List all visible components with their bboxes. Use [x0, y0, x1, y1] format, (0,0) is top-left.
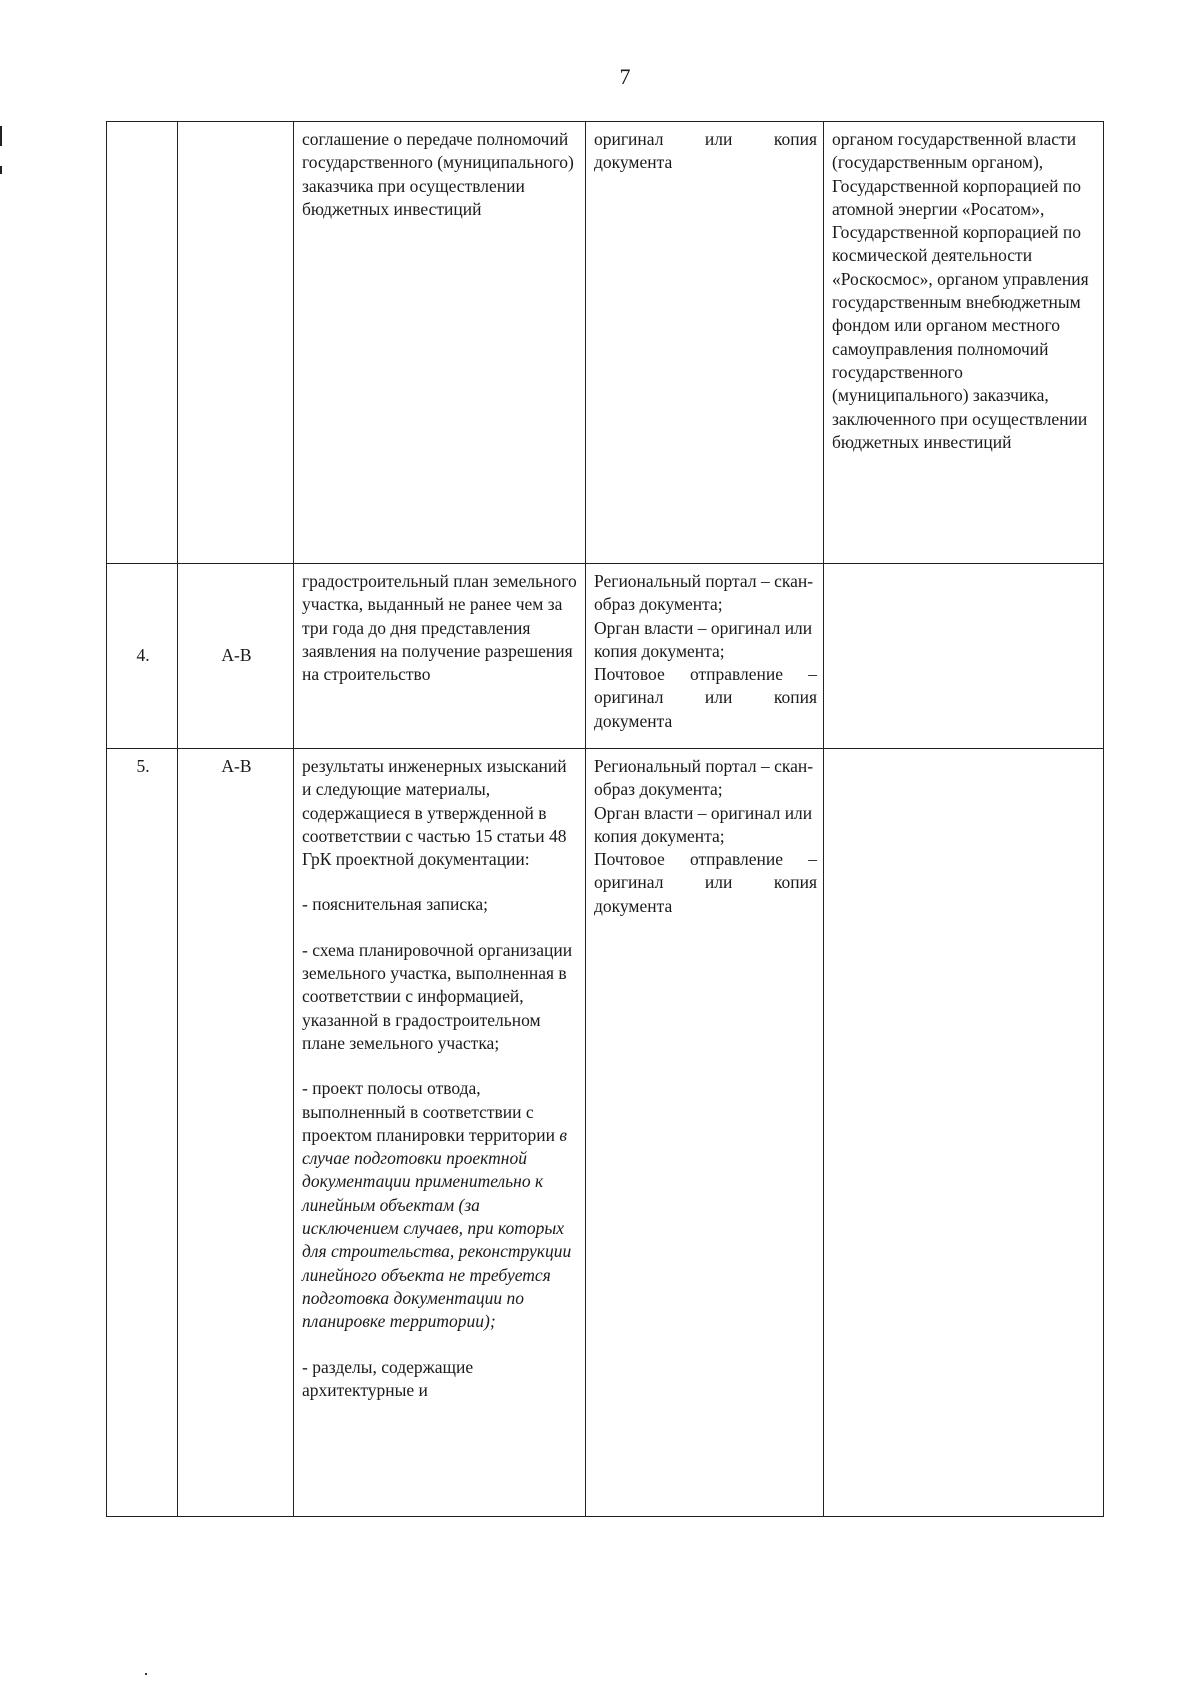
- document-intro: результаты инженерных изысканий и следующие материалы, содержащиеся в утвержденной в соответствии с частью 15 статьи 48 ГрК проектной документации:: [302, 756, 567, 870]
- document-item: - схема планировочной организации земельного участка, выполненная в соответствии с информацией, указанной в градостроительном плане земельного участка;: [302, 939, 573, 1053]
- method-line: Региональный портал – скан-образ документа;: [594, 571, 814, 615]
- table-row: [107, 564, 1104, 749]
- method-line: Орган власти – оригинал или копия документа;: [594, 802, 813, 846]
- method-line: Региональный портал – скан-образ документа;: [594, 756, 814, 800]
- table-row: [107, 122, 1104, 564]
- document-item-italic-text: в случае подготовки проектной документации применительно к линейным объектам (за исключением случаев, при которых для строительства, реконструкции линейного объекта не требуется подготовка документации по планировке территории);: [302, 1124, 572, 1332]
- submission-method-cell: [586, 749, 824, 1517]
- scan-mark: [0, 126, 2, 146]
- scan-dot: [145, 1673, 147, 1675]
- submission-method-cell: [586, 122, 824, 564]
- document-name: градостроительный план земельного участка, выданный не ранее чем за три года до дня представления заявления на получение разрешения на строительство: [302, 571, 577, 685]
- row-code-cell: А-В: [178, 564, 294, 749]
- row-number-cell: 4.: [107, 564, 178, 749]
- note-cell: [824, 564, 1104, 749]
- row-code-cell: [178, 122, 294, 564]
- submission-method: оригинал или копия документа: [594, 129, 817, 173]
- document-item: [302, 1077, 579, 1333]
- method-line: Почтовое отправление – оригинал или копия документа: [594, 664, 817, 731]
- documents-table: [106, 121, 1104, 1517]
- document-item: - пояснительная записка;: [302, 894, 489, 915]
- document-item-text: - проект полосы отвода, выполненный в соответствии с проектом планировки территории: [302, 1078, 555, 1145]
- table-row: [107, 749, 1104, 1517]
- document-name-cell: [294, 122, 586, 564]
- row-code-cell: А-В: [178, 749, 294, 1517]
- method-line: Почтовое отправление – оригинал или копия документа: [594, 849, 817, 916]
- note-cell: [824, 122, 1104, 564]
- scan-mark: [0, 166, 2, 174]
- method-line: Орган власти – оригинал или копия документа;: [594, 617, 813, 661]
- document-item: - разделы, содержащие архитектурные и: [302, 1356, 474, 1400]
- page-number: 7: [619, 64, 631, 89]
- row-number-cell: [107, 122, 178, 564]
- document-name-cell: [294, 564, 586, 749]
- submission-method-cell: [586, 564, 824, 749]
- note-text: органом государственной власти (государственным органом), Государственной корпорацией по атомной энергии «Росатом», Государственной корпорацией по космической деятельности «Роскосмос», органом управления государственным внебюджетным фондом или органом местного самоуправления полномочий государственного (муниципального) заказчика, заключенного при осуществлении бюджетных инвестиций: [832, 129, 1089, 452]
- note-cell: [824, 749, 1104, 1517]
- document-name: соглашение о передаче полномочий государственного (муниципального) заказчика при осуществлении бюджетных инвестиций: [302, 129, 574, 219]
- row-number-cell: 5.: [107, 749, 178, 1517]
- document-name-cell: [294, 749, 586, 1517]
